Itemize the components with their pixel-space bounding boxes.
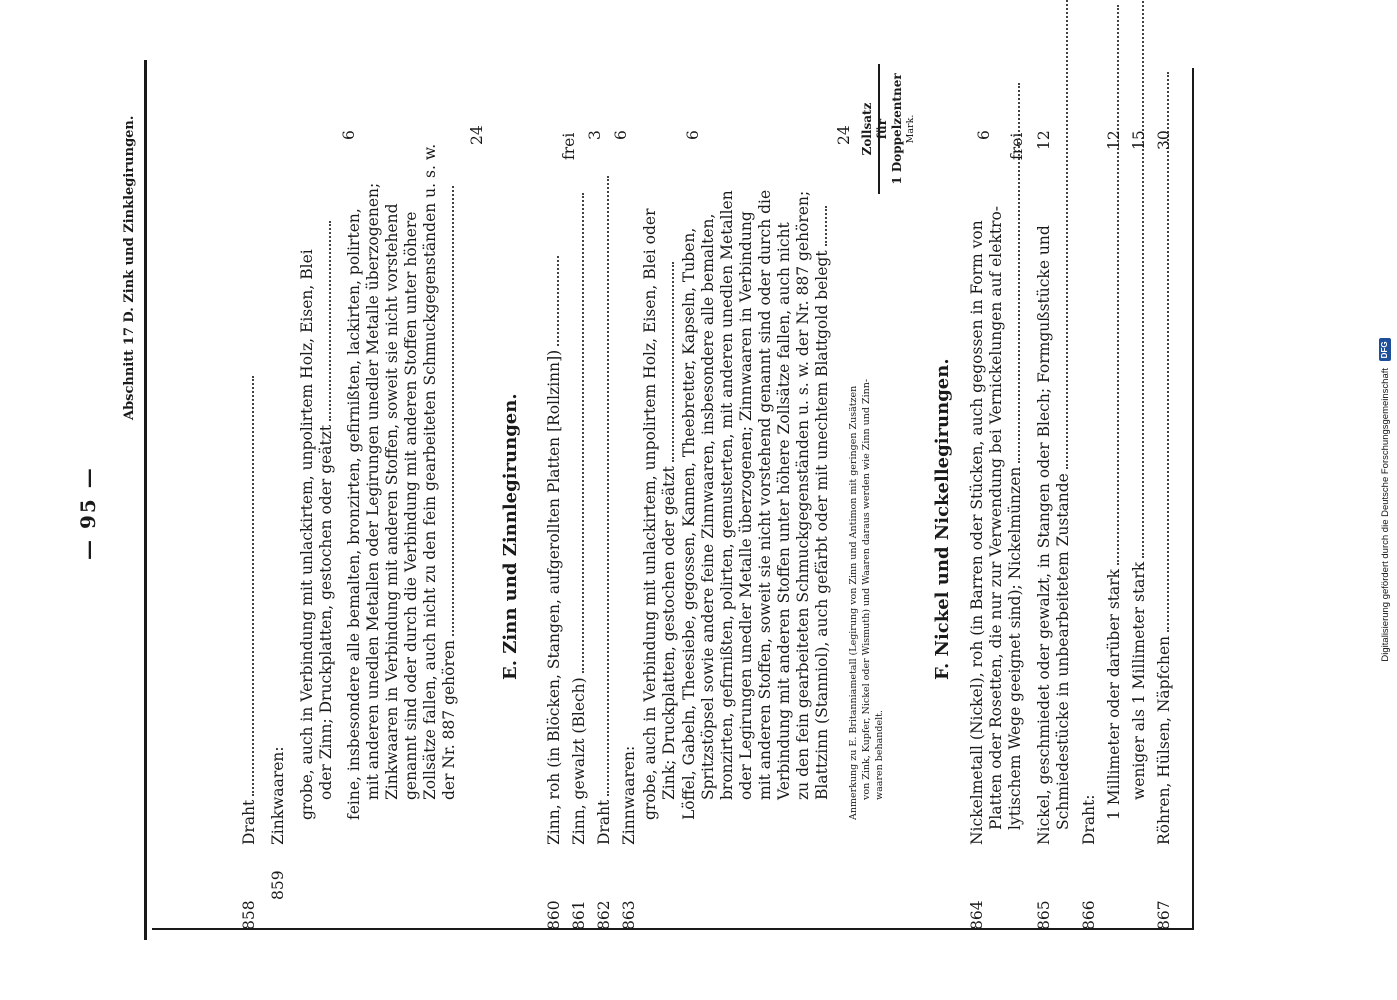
row-heading: Zinnwaaren: (620, 745, 638, 845)
row-text: Platten oder Rosetten, die nur zur Verwendung bei Vernickelungen auf elektro- (987, 205, 1005, 830)
rate-value: 24 (468, 125, 486, 145)
section-header: Abschnitt 17 D. Zink und Zinklegirungen. (122, 115, 137, 420)
row-number: 858 (240, 900, 258, 930)
page-number: — 95 — (76, 466, 100, 560)
row-text: grobe, auch in Verbindung mit unlackirtem, unpolirtem Holz, Eisen, Blei (298, 249, 316, 820)
row-text: der Nr. 887 gehören (440, 186, 459, 800)
row-text: weniger als 1 Millimeter stark (1130, 0, 1149, 800)
note-text: von Zink, Kupfer, Nickel oder Wismuth) und Waaren daraus werden wie Zinn und Zinn- (861, 378, 872, 800)
row-text: lytischem Wege geeignet sind); Nickelmünzen (1006, 83, 1025, 830)
row-number: 866 (1080, 900, 1098, 930)
row-text: zu den fein gearbeiteten Schmuckgegenständen u. s. w. der Nr. 887 gehören; (794, 190, 812, 800)
rate-value: 24 (835, 125, 853, 145)
rate-value: 30 (1155, 130, 1173, 150)
row-text: Zink; Druckplatten, gestochen oder geätzt (660, 262, 679, 800)
row-text: mit anderen unedlen Metallen oder Legirungen unedler Metalle überzogenen; (364, 182, 382, 800)
row-text: Schmiedestücke in unbearbeitetem Zustande (1054, 0, 1073, 830)
rate-title-2: für (875, 118, 889, 140)
rate-value: 6 (612, 130, 630, 140)
rate-title-1: Zollsatz (860, 102, 874, 156)
dfg-logo: DFG (1379, 338, 1391, 361)
row-number: 860 (545, 900, 563, 930)
rate-value: 12 (1035, 130, 1053, 150)
rate-unit: Mark. (905, 114, 916, 144)
digitization-note (1376, 0, 1396, 1000)
rate-value: 15 (1130, 130, 1148, 150)
rate-value: 12 (1105, 130, 1123, 150)
row-text: Zollsätze fallen, auch nicht zu den fein gearbeiteten Schmuckgegenständen u. s. w. (421, 143, 439, 800)
section-e-title: E. Zinn und Zinnlegirungen. (500, 393, 521, 680)
note-text: Anmerkung zu E. Britanniametall (Legirung von Zinn und Antimon mit geringen Zusätzen (848, 385, 859, 820)
row-number: 865 (1035, 900, 1053, 930)
row-number: 867 (1155, 900, 1173, 930)
row-text: Zinkwaaren in Verbindung mit anderen Stoffen, soweit sie nicht vorstehend (383, 203, 401, 800)
row-text: Röhren, Hülsen, Näpfchen (1155, 72, 1174, 845)
row-text: Nickelmetall (Nickel), roh (in Barren oder Stücken, auch gegossen in Form von (968, 220, 986, 845)
note-text: waaren behandelt. (874, 710, 885, 800)
rate-value: 6 (340, 130, 358, 140)
rate-value: 6 (975, 130, 993, 140)
rate-value: frei (560, 132, 578, 160)
row-heading: Zinkwaaren: (269, 746, 287, 845)
row-heading: Draht: (1080, 794, 1098, 845)
row-text: Nickel, geschmiedet oder gewalzt, in Stangen oder Blech; Formgußstücke und (1035, 225, 1053, 845)
row-text: genannt sind oder durch die Verbindung mit anderen Stoffen unter höhere (402, 211, 420, 800)
row-text: Löffel, Gabeln, Theesiebe, gegossen, Kannen, Theebretter, Kapseln, Tuben, (680, 227, 698, 820)
row-text: feine, insbesondere alle bemalten, bronzirten, gefirnißten, lackirten, polirten, (345, 208, 363, 820)
row-text: oder Legirungen unedler Metalle überzogenen; Zinnwaaren in Verbindung (737, 211, 755, 800)
row-text: oder Zinn; Druckplatten, gestochen oder geätzt (317, 221, 336, 800)
row-number: 861 (570, 900, 588, 930)
row-text: bronzirten, gefirnißten, polirten, gemusterten, mit anderen unedlen Metallen (718, 190, 736, 800)
row-text: Draht (240, 376, 259, 845)
row-number: 863 (620, 900, 638, 930)
row-text: Blattzinn (Stanniol), auch gefärbt oder mit unechtem Blattgold belegt (813, 206, 832, 800)
rate-value: frei (1008, 132, 1026, 160)
row-text: 1 Millimeter oder darüber stark (1105, 5, 1124, 820)
bottom-rule (1192, 68, 1194, 930)
row-number: 859 (269, 870, 287, 900)
row-text: Verbindung mit anderen Stoffen unter höhere Zollsätze fallen, auch nicht (775, 222, 793, 800)
row-number: 864 (968, 900, 986, 930)
rate-title-3: 1 Doppelzentner (890, 73, 904, 185)
row-text: Zinn, roh (in Blöcken, Stangen, aufgerollten Platten [Rollzinn]) (545, 256, 564, 845)
row-text: Draht (595, 176, 614, 845)
row-text: mit anderen Stoffen, soweit sie nicht vorstehend genannt sind oder durch die (756, 189, 774, 800)
rate-value: 3 (586, 130, 604, 140)
top-rule (144, 60, 147, 940)
row-number: 862 (595, 900, 613, 930)
row-text: grobe, auch in Verbindung mit unlackirtem, unpolirtem Holz, Eisen, Blei oder (641, 208, 659, 820)
section-f-title: F. Nickel und Nickellegirungen. (932, 358, 953, 680)
digitization-text: Digitalisierung gefördert durch die Deutsche Forschungsgemeinschaft (1380, 367, 1391, 662)
row-text: Zinn, gewalzt (Blech) (570, 193, 589, 845)
row-text: Spritzstöpsel sowie andere feine Zinnwaaren, insbesondere alle bemalten, (699, 213, 717, 800)
rate-value: 6 (684, 130, 702, 140)
